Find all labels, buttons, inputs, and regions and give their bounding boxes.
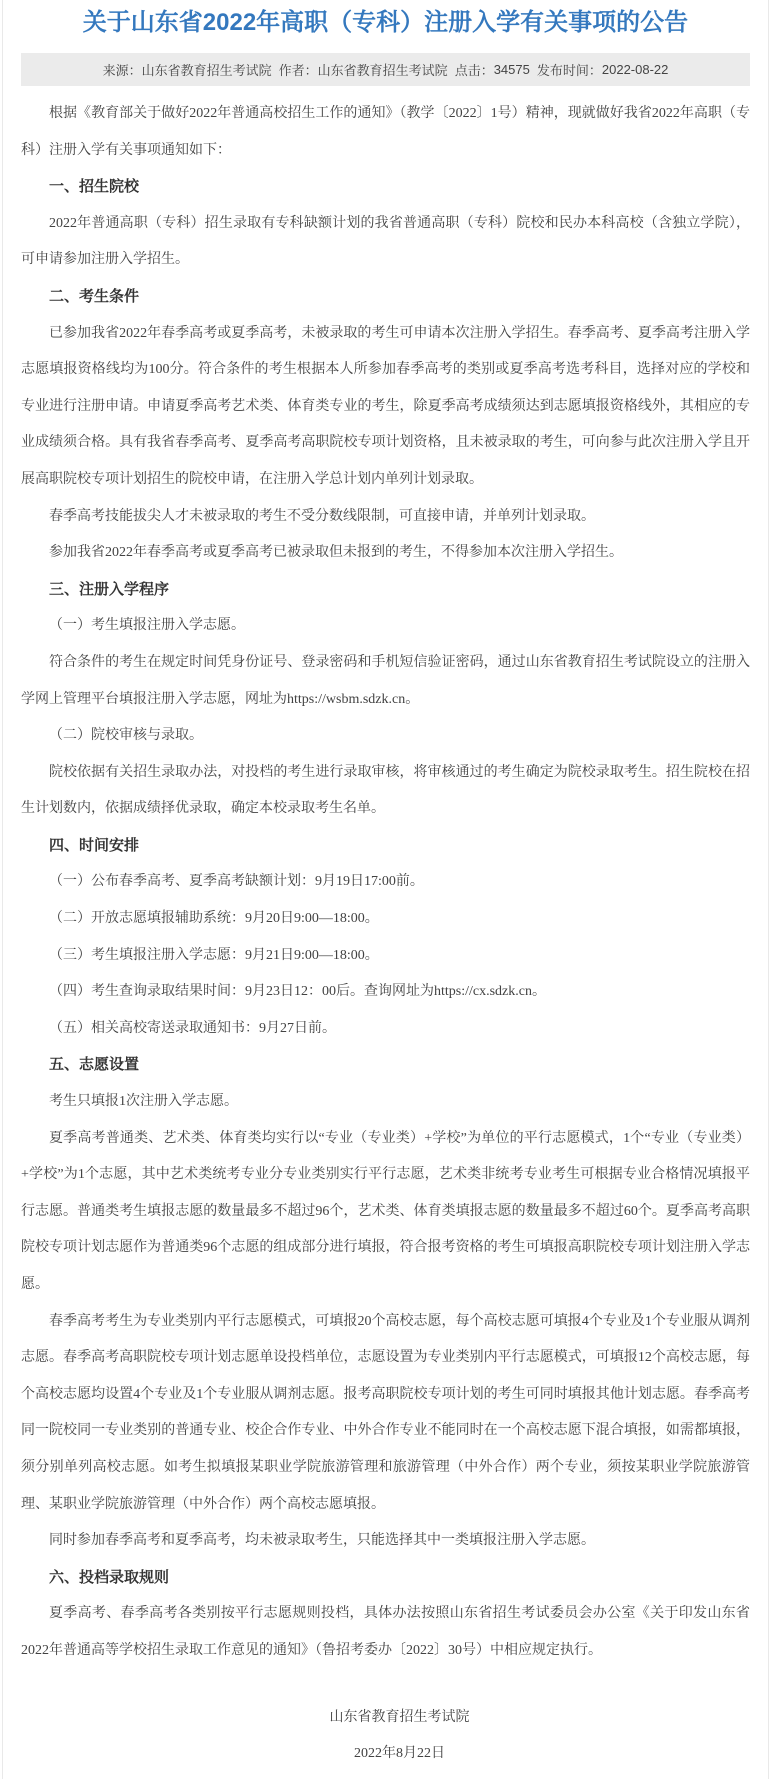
paragraph: 春季高考考生为专业类别内平行志愿模式，可填报20个高校志愿，每个高校志愿可填报4个专业及1个专业服从调剂志愿。春季高考高职院校专项计划志愿单设投档单位，志愿设置为专业类别内平行志愿模式，可填报12个高校志愿，每个高校志愿均设置4个专业及1个专业服从调剂志愿。报考高职院校专项计划的考生可同时填报其他计划志愿。春季高考同一院校同一专业类别的普通专业、校企合作专业、中外合作专业不能同时在一个高校志愿下混合填报，如需都填报，须分别单列高校志愿。如考生拟填报某职业学院旅游管理和旅游管理（中外合作）两个专业，须按某职业学院旅游管理、某职业学院旅游管理（中外合作）两个高校志愿填报。 <box>21 1313 750 1512</box>
paragraph: （二）开放志愿填报辅助系统：9月20日9:00—18:00。 <box>49 911 379 927</box>
paragraph: 符合条件的考生在规定时间凭身份证号、登录密码和手机短信验证密码，通过山东省教育招生考试院设立的注册入学网上管理平台填报注册入学志愿，网址为https://wsbm.sdzk.cn。 <box>21 654 750 707</box>
section-heading: 四、时间安排 <box>49 836 140 854</box>
paragraph: （四）考生查询录取结果时间：9月23日12：00后。查询网址为https://cx.sdzk.cn。 <box>49 984 546 1000</box>
clicks-value: 34575 <box>493 62 530 77</box>
author-label: 作者： <box>278 63 318 78</box>
paragraph: 同时参加春季高考和夏季高考，均未被录取考生，只能选择其中一类填报注册入学志愿。 <box>49 1533 595 1549</box>
article <box>21 96 750 1773</box>
page-title: 关于山东省2022年高职（专科）注册入学有关事项的公告 <box>82 9 689 36</box>
meta-bar <box>21 53 750 86</box>
paragraph: 夏季高考、春季高考各类别按平行志愿规则投档，具体办法按照山东省招生考试委员会办公室《关于印发山东省2022年普通高等学校招生录取工作意见的通知》（鲁招考委办〔2022〕30号）中相应规定执行。 <box>21 1606 750 1658</box>
section-heading: 二、考生条件 <box>49 287 140 305</box>
paragraph: （三）考生填报注册入学志愿：9月21日9:00—18:00。 <box>49 947 379 963</box>
paragraph: 已参加我省2022年春季高考或夏季高考，未被录取的考生可申请本次注册入学招生。春季高考、夏季高考注册入学志愿填报资格线均为100分。符合条件的考生根据本人所参加春季高考的类别或夏季高考选考科目，选择对应的学校和专业进行注册申请。申请夏季高考艺术类、体育类专业的考生，除夏季高考成绩须达到志愿填报资格线外，其相应的专业成绩须合格。具有我省春季高考、夏季高考高职院校专项计划资格，且未被录取的考生，可向参与此次注册入学且开展高职院校专项计划招生的院校申请，在注册入学总计划内单列计划录取。 <box>21 325 750 487</box>
section-heading: 一、招生院校 <box>49 178 140 196</box>
author-value: 山东省教育招生考试院 <box>317 63 448 78</box>
paragraph: 考生只填报1次注册入学志愿。 <box>49 1094 238 1110</box>
paragraph: （二）院校审核与录取。 <box>49 728 203 744</box>
paragraph: （五）相关高校寄送录取通知书：9月27日前。 <box>49 1020 336 1036</box>
paragraph: 2022年普通高职（专科）招生录取有专科缺额计划的我省普通高职（专科）院校和民办本科高校（含独立学院），可申请参加注册入学招生。 <box>21 215 750 268</box>
source-label: 来源： <box>102 63 142 78</box>
signature-line: 2022年8月22日 <box>354 1746 445 1762</box>
paragraph: 夏季高考普通类、艺术类、体育类均实行以“专业（专业类）+学校”为单位的平行志愿模式，1个“专业（专业类）+学校”为1个志愿，其中艺术类统考专业分专业类别实行平行志愿，艺术类非统考专业考生可根据专业合格情况填报平行志愿。普通类考生填报志愿的数量最多不超过96个，艺术类、体育类填报志愿的数量最多不超过60个。夏季高考高职院校专项计划志愿作为普通类96个志愿的组成部分进行填报，符合报考资格的考生可填报高职院校专项计划注册入学志愿。 <box>21 1130 750 1292</box>
section-heading: 三、注册入学程序 <box>49 580 170 598</box>
section-heading: 五、志愿设置 <box>49 1056 140 1074</box>
section-heading: 六、投档录取规则 <box>49 1568 170 1586</box>
paragraph: 院校依据有关招生录取办法，对投档的考生进行录取审核，将审核通过的考生确定为院校录取考生。招生院校在招生计划数内，依据成绩择优录取，确定本校录取考生名单。 <box>21 764 750 817</box>
publish-date-value: 2022-08-22 <box>601 62 669 77</box>
publish-date-label: 发布时间： <box>536 63 602 78</box>
paragraph: 春季高考技能拔尖人才未被录取的考生不受分数线限制，可直接申请，并单列计划录取。 <box>49 508 595 524</box>
clicks-label: 点击： <box>454 63 494 78</box>
paragraph: （一）考生填报注册入学志愿。 <box>49 618 245 634</box>
signature-line: 山东省教育招生考试院 <box>329 1709 470 1725</box>
source-value: 山东省教育招生考试院 <box>141 63 272 78</box>
announcement-page <box>2 0 769 1779</box>
paragraph: 根据《教育部关于做好2022年普通高校招生工作的通知》（教学〔2022〕1号）精神，现就做好我省2022年高职（专科）注册入学有关事项通知如下： <box>21 106 750 158</box>
paragraph: 参加我省2022年春季高考或夏季高考已被录取但未报到的考生，不得参加本次注册入学招生。 <box>49 545 623 561</box>
paragraph: （一）公布春季高考、夏季高考缺额计划：9月19日17:00前。 <box>49 874 424 890</box>
